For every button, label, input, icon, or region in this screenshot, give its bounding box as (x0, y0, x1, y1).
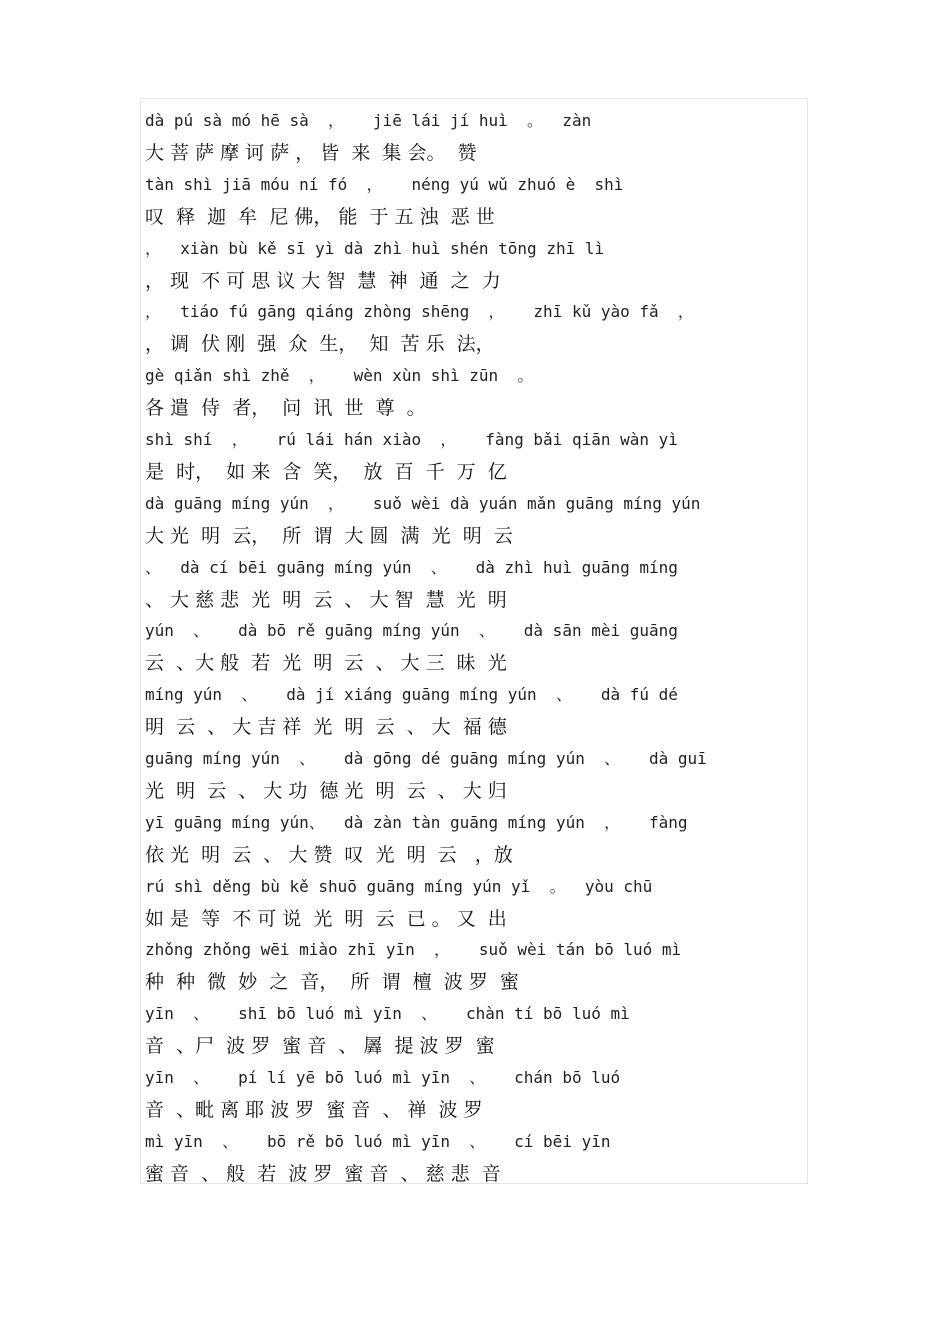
pinyin-line: tàn shì jiā móu ní fó ， néng yú wǔ zhuó è shì (145, 174, 624, 194)
text-line-pair (145, 171, 807, 235)
text-line-pair (145, 617, 807, 681)
hanzi-line: 大 光 明 云， 所 谓 大 圆 满 光 明 云 (145, 524, 513, 547)
pinyin-line: shì shí ， rú lái hán xiào ， fàng bǎi qiān wàn yì (145, 429, 678, 449)
hanzi-line: 明 云 、 大 吉 祥 光 明 云 、 大 福 德 (145, 716, 507, 739)
text-line-pair (145, 490, 807, 554)
hanzi-line: 各 遣 侍 者， 问 讯 世 尊 。 (145, 397, 426, 420)
text-line-pair (145, 745, 807, 809)
text-line-pair (145, 873, 807, 937)
pinyin-line: míng yún 、 dà jí xiáng guāng míng yún 、 dà fú dé (145, 685, 678, 705)
pinyin-line: dà pú sà mó hē sà ， jiē lái jí huì 。 zàn (145, 111, 592, 130)
pinyin-line: yīn 、 pí lí yē bō luó mì yīn 、 chán bō luó (145, 1067, 621, 1087)
pinyin-line: mì yīn 、 bō rě bō luó mì yīn 、 cí bēi yīn (145, 1131, 611, 1151)
text-line-pair (145, 426, 807, 490)
text-line-pair (145, 362, 807, 426)
hanzi-line: 种 种 微 妙 之 音， 所 谓 檀 波 罗 蜜 (145, 971, 519, 994)
pinyin-line: ， tiáo fú gāng qiáng zhòng shēng ， zhī kǔ yào fǎ ， (145, 302, 694, 322)
hanzi-line: 、 大 慈 悲 光 明 云 、 大 智 慧 光 明 (145, 588, 507, 611)
hanzi-line: 音 、尸 波 罗 蜜 音 、 羼 提 波 罗 蜜 (145, 1035, 495, 1058)
document-page (140, 98, 808, 1184)
pinyin-line: rú shì děng bù kě shuō guāng míng yún yǐ 。 yòu chū (145, 876, 653, 896)
hanzi-line: ， 调 伏 刚 强 众 生， 知 苦 乐 法， (145, 333, 495, 356)
hanzi-line: 依 光 明 云 、 大 赞 叹 光 明 云 ，放 (145, 843, 513, 866)
text-line-pair (145, 554, 807, 618)
pinyin-line: gè qiǎn shì zhě ， wèn xùn shì zūn 。 (145, 366, 534, 386)
hanzi-line: 大 菩 萨 摩 诃 萨 ， 皆 来 集 会。 赞 (145, 142, 477, 164)
hanzi-line: 叹 释 迦 牟 尼 佛， 能 于 五 浊 恶 世 (145, 205, 495, 228)
text-line-pair (145, 1064, 807, 1128)
text-line-pair (145, 235, 807, 299)
pinyin-line: ， xiàn bù kě sī yì dà zhì huì shén tōng zhī lì (145, 238, 605, 258)
hanzi-line: 如 是 等 不 可 说 光 明 云 已 。 又 出 (145, 907, 507, 930)
text-body (145, 107, 807, 1184)
pinyin-line: 、 dà cí bēi guāng míng yún 、 dà zhì huì guāng míng (145, 557, 678, 577)
hanzi-line: 蜜 音 、 般 若 波 罗 蜜 音 、 慈 悲 音 (145, 1162, 501, 1184)
text-line-pair (145, 1000, 807, 1064)
hanzi-line: ， 现 不 可 思 议 大 智 慧 神 通 之 力 (145, 269, 501, 292)
hanzi-line: 云 、大 般 若 光 明 云 、 大 三 昧 光 (145, 652, 507, 675)
text-line-pair (145, 298, 807, 362)
hanzi-line: 音 、毗 离 耶 波 罗 蜜 音 、 禅 波 罗 (145, 1098, 483, 1121)
pinyin-line: yī guāng míng yún、 dà zàn tàn guāng míng yún ， fàng (145, 812, 688, 832)
text-line-pair (145, 809, 807, 873)
pinyin-line: yún 、 dà bō rě guāng míng yún 、 dà sān mèi guāng (145, 621, 678, 641)
pinyin-line: guāng míng yún 、 dà gōng dé guāng míng yún 、 dà guī (145, 748, 707, 768)
text-line-pair (145, 1128, 807, 1184)
pinyin-line: dà guāng míng yún ， suǒ wèi dà yuán mǎn guāng míng yún (145, 493, 701, 513)
hanzi-line: 是 时， 如 来 含 笑， 放 百 千 万 亿 (145, 460, 507, 483)
text-line-pair (145, 936, 807, 1000)
text-line-pair (145, 681, 807, 745)
hanzi-line: 光 明 云 、 大 功 德 光 明 云 、 大 归 (145, 779, 507, 802)
pinyin-line: yīn 、 shī bō luó mì yīn 、 chàn tí bō luó mì (145, 1004, 630, 1024)
text-line-pair (145, 107, 807, 171)
pinyin-line: zhǒng zhǒng wēi miào zhī yīn ， suǒ wèi tán bō luó mì (145, 940, 682, 960)
